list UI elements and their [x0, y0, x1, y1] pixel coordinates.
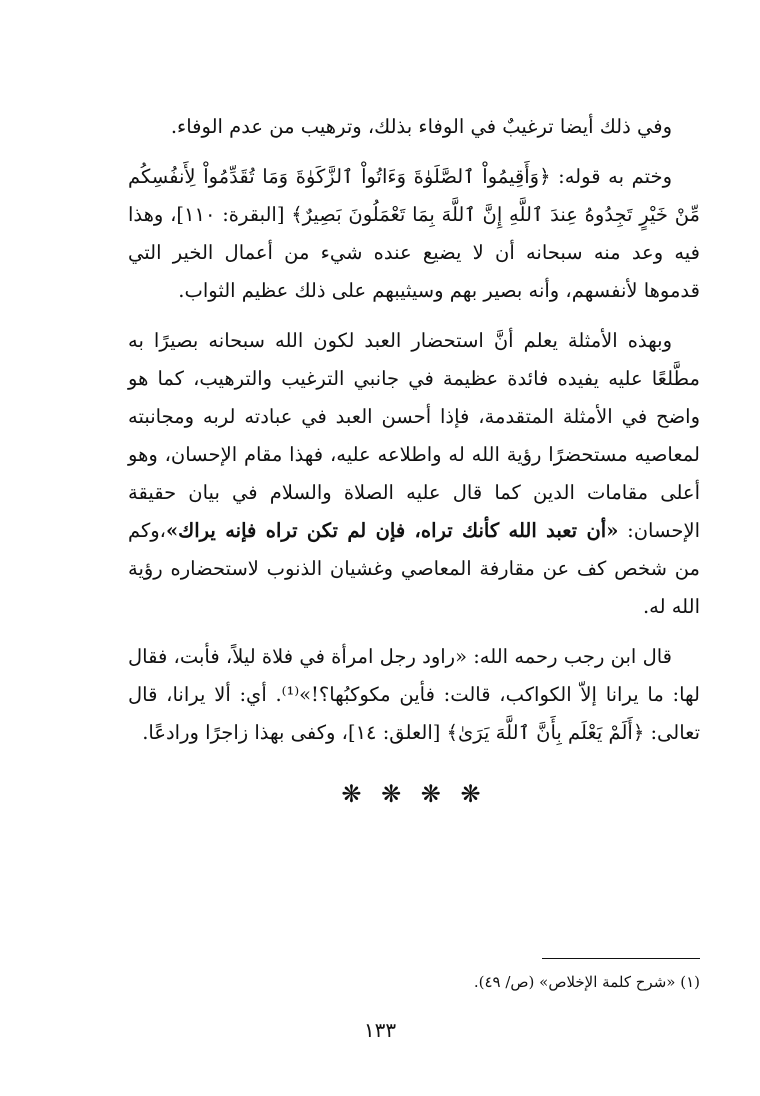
footnote: (١) «شرح كلمة الإخلاص» (ص/ ٤٩).: [473, 973, 700, 991]
paragraph-3: [128, 322, 700, 626]
paragraph-3-outro: ،وكم من شخص كف عن مقارفة المعاصي وغشيان الذنوب لاستحضاره رؤية الله له.: [128, 519, 700, 618]
page-number: ١٣٣: [363, 1018, 397, 1042]
paragraph-2: وختم به قوله: ﴿وَأَقِيمُواْ ٱلصَّلَوٰةَ وَءَاتُواْ ٱلزَّكَوٰةَ وَمَا تُقَدِّمُواْ لِأَنفُسِكُم مِّنْ خَيْرٍ تَجِدُوهُ عِندَ ٱللَّهِ إِنَّ ٱللَّهَ بِمَا تَعْمَلُونَ بَصِيرٌ﴾ [البقرة: ١١٠]، وهذا فيه وعد منه سبحانه أن لا يضيع عنده شيء من أعمال الخير التي قدموها لأنفسهم، وأنه بصير بهم وسيثيبهم على ذلك عظيم الثواب.: [128, 165, 700, 302]
paragraph-3-intro: وبهذه الأمثلة يعلم أنَّ استحضار العبد لكون الله سبحانه بصيرًا به مطَّلعًا عليه يفيده فائدة عظيمة في جانبي الترغيب والترهيب، كما هو واضح في الأمثلة المتقدمة، فإذا أحسن العبد في عبادته لربه ومجانبته لمعاصيه مستحضرًا رؤية الله له واطلاعه عليه، فهذا مقام الإحسان، وهو أعلى مقامات الدين كما قال عليه الصلاة والسلام في بيان حقيقة الإحسان:: [128, 329, 700, 542]
paragraph-1: وفي ذلك أيضا ترغيبٌ في الوفاء بذلك، وترهيب من عدم الوفاء.: [170, 115, 672, 138]
hadith-quote: «أن تعبد الله كأنك تراه، فإن لم تكن تراه فإنه يراك»: [165, 519, 619, 542]
section-separator: ❋ ❋ ❋ ❋: [341, 780, 487, 808]
footnote-divider: [542, 958, 700, 959]
main-text: [128, 108, 700, 764]
paragraph-4: قال ابن رجب رحمه الله: «راود رجل امرأة في فلاة ليلاً، فأبت، فقال لها: ما يرانا إلاّ الكواكب، قالت: فأين مكوكبُها؟!»⁽¹⁾. أي: ألا يرانا، قال تعالى: ﴿أَلَمْ يَعْلَم بِأَنَّ ٱللَّهَ يَرَىٰ﴾ [العلق: ١٤]، وكفى بهذا زاجرًا ورادعًا.: [128, 645, 700, 744]
